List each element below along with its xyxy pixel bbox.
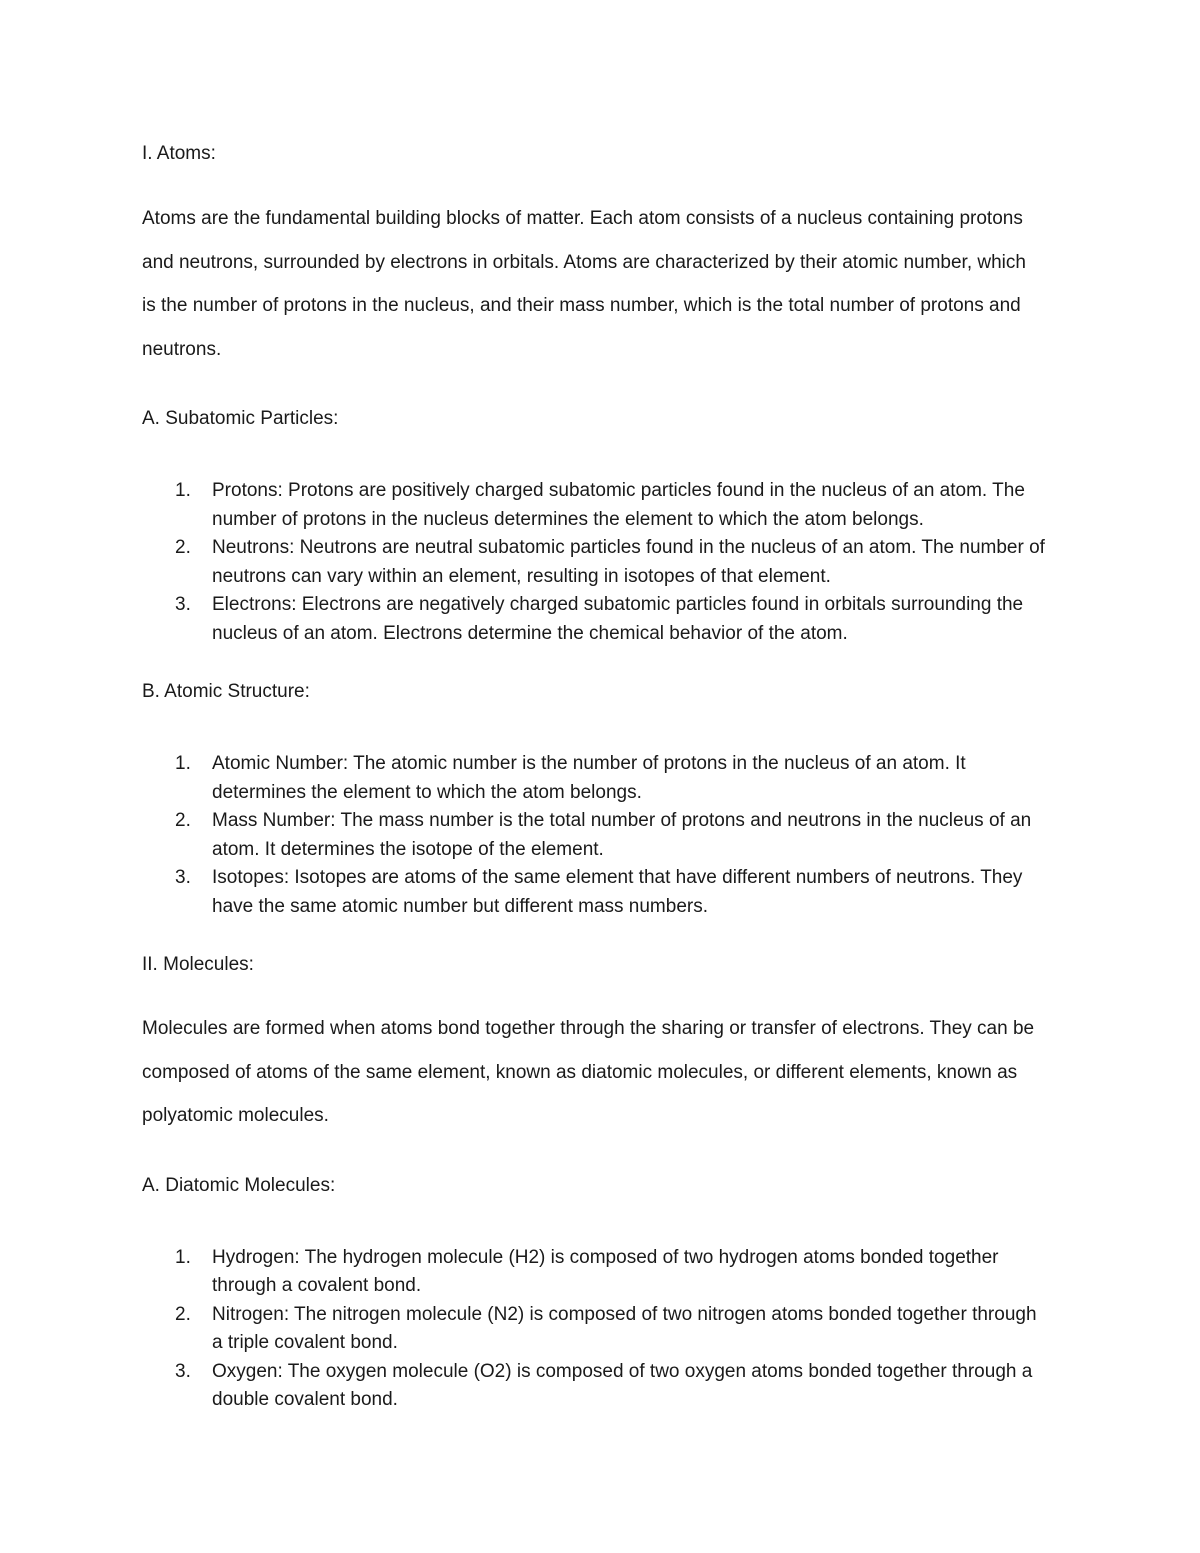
list-item — [142, 807, 1062, 864]
list-item — [142, 864, 1062, 921]
list-item-text: Nitrogen: The nitrogen molecule (N2) is composed of two nitrogen atoms bonded together through a triple covalent bond. — [212, 1303, 1037, 1353]
list-number: 1. — [175, 753, 191, 774]
document-page — [142, 138, 1062, 1415]
subheading-atomic-structure: B. Atomic Structure: — [142, 681, 310, 702]
list-number: 3. — [175, 1360, 191, 1382]
list-item — [142, 750, 1062, 807]
list-number: 2. — [175, 810, 191, 831]
list-item — [142, 477, 1062, 534]
atomic-structure-list — [142, 750, 1062, 921]
list-item — [142, 1301, 1042, 1358]
atoms-intro-paragraph: Atoms are the fundamental building blocks of matter. Each atom consists of a nucleus containing protons and neutrons, surrounded by electrons in orbitals. Atoms are characterized by their atomic number, which is the number of protons in the nucleus, and their mass number, which is the total number of protons and neutrons. — [142, 208, 1026, 360]
list-item-text: Protons: Protons are positively charged subatomic particles found in the nucleus of an atom. The number of protons in the nucleus determines the element to which the atom belongs. — [212, 480, 1025, 530]
list-number: 1. — [175, 1246, 191, 1268]
list-item — [142, 591, 1062, 648]
list-item-text: Atomic Number: The atomic number is the number of protons in the nucleus of an atom. It determines the element to which the atom belongs. — [212, 753, 966, 803]
list-item — [142, 1244, 1042, 1301]
list-item — [142, 1358, 1042, 1415]
section-heading-atoms: I. Atoms: — [142, 143, 216, 164]
list-item-text: Neutrons: Neutrons are neutral subatomic particles found in the nucleus of an atom. The number of neutrons can vary within an element, resulting in isotopes of that element. — [212, 537, 1045, 587]
list-item-text: Isotopes: Isotopes are atoms of the same element that have different numbers of neutrons. They have the same atomic number but different mass numbers. — [212, 867, 1023, 917]
subheading-subatomic-particles: A. Subatomic Particles: — [142, 408, 339, 429]
list-number: 3. — [175, 594, 191, 615]
section-heading-molecules: II. Molecules: — [142, 954, 254, 975]
list-item-text: Electrons: Electrons are negatively charged subatomic particles found in orbitals surrounding the nucleus of an atom. Electrons determine the chemical behavior of the atom. — [212, 594, 1024, 644]
subatomic-particles-list — [142, 477, 1062, 648]
subheading-diatomic-molecules: A. Diatomic Molecules: — [142, 1174, 336, 1196]
molecules-intro-paragraph: Molecules are formed when atoms bond together through the sharing or transfer of electrons. They can be composed of atoms of the same element, known as diatomic molecules, or different elements, known as polyatomic molecules. — [142, 1018, 1035, 1126]
list-item-text: Hydrogen: The hydrogen molecule (H2) is composed of two hydrogen atoms bonded together through a covalent bond. — [212, 1246, 999, 1296]
list-number: 2. — [175, 537, 191, 558]
list-item-text: Oxygen: The oxygen molecule (O2) is composed of two oxygen atoms bonded together through a double covalent bond. — [212, 1360, 1033, 1410]
diatomic-molecules-list — [142, 1244, 1042, 1415]
list-number: 3. — [175, 867, 191, 888]
list-item-text: Mass Number: The mass number is the total number of protons and neutrons in the nucleus of an atom. It determines the isotope of the element. — [212, 810, 1032, 860]
list-item — [142, 534, 1062, 591]
list-number: 1. — [175, 480, 191, 501]
list-number: 2. — [175, 1303, 191, 1325]
